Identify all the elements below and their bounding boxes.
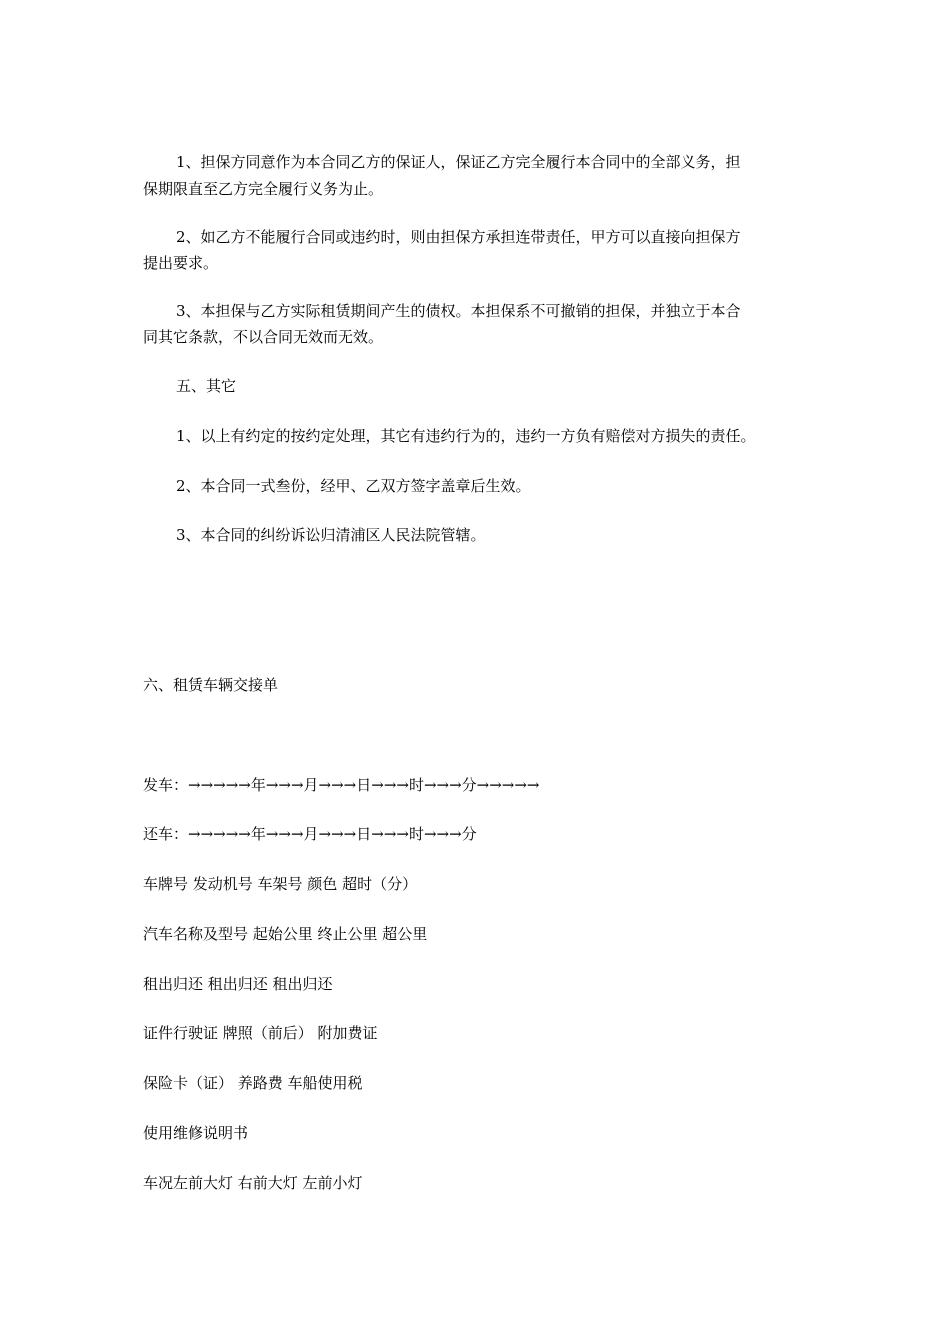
documents-row: 证件行驶证 牌照（前后） 附加费证 bbox=[143, 1024, 378, 1042]
insurance-row: 保险卡（证） 养路费 车船使用税 bbox=[143, 1074, 363, 1092]
section-5-item-2: 2、本合同一式叁份，经甲、乙双方签字盖章后生效。 bbox=[176, 477, 531, 495]
guarantee-item-1-line-1: 1、担保方同意作为本合同乙方的保证人，保证乙方完全履行本合同中的全部义务，担 bbox=[176, 153, 741, 171]
guarantee-item-2-line-1: 2、如乙方不能履行合同或违约时，则由担保方承担连带责任，甲方可以直接向担保方 bbox=[176, 228, 741, 246]
vehicle-plate-row: 车牌号 发动机号 车架号 颜色 超时（分） bbox=[143, 875, 418, 893]
rent-return-row: 租出归还 租出归还 租出归还 bbox=[143, 975, 333, 993]
section-5-heading: 五、其它 bbox=[176, 377, 237, 395]
section-5-item-1: 1、以上有约定的按约定处理，其它有违约行为的，违约一方负有赔偿对方损失的责任。 bbox=[176, 427, 756, 445]
guarantee-item-2-line-2: 提出要求。 bbox=[143, 254, 219, 272]
guarantee-item-3-line-1: 3、本担保与乙方实际租赁期间产生的债权。本担保系不可撤销的担保，并独立于本合 bbox=[176, 302, 741, 320]
return-time-line: 还车：→→→→→年→→→月→→→日→→→时→→→分 bbox=[143, 825, 477, 843]
depart-time-line: 发车：→→→→→年→→→月→→→日→→→时→→→分→→→→→ bbox=[143, 776, 540, 794]
vehicle-condition-row: 车况左前大灯 右前大灯 左前小灯 bbox=[143, 1174, 363, 1192]
manual-row: 使用维修说明书 bbox=[143, 1124, 249, 1142]
section-5-item-3: 3、本合同的纠纷诉讼归清浦区人民法院管辖。 bbox=[176, 526, 486, 544]
guarantee-item-1-line-2: 保期限直至乙方完全履行义务为止。 bbox=[143, 180, 384, 198]
section-6-heading: 六、租赁车辆交接单 bbox=[143, 676, 279, 694]
vehicle-model-row: 汽车名称及型号 起始公里 终止公里 超公里 bbox=[143, 925, 428, 943]
guarantee-item-3-line-2: 同其它条款，不以合同无效而无效。 bbox=[143, 328, 384, 346]
